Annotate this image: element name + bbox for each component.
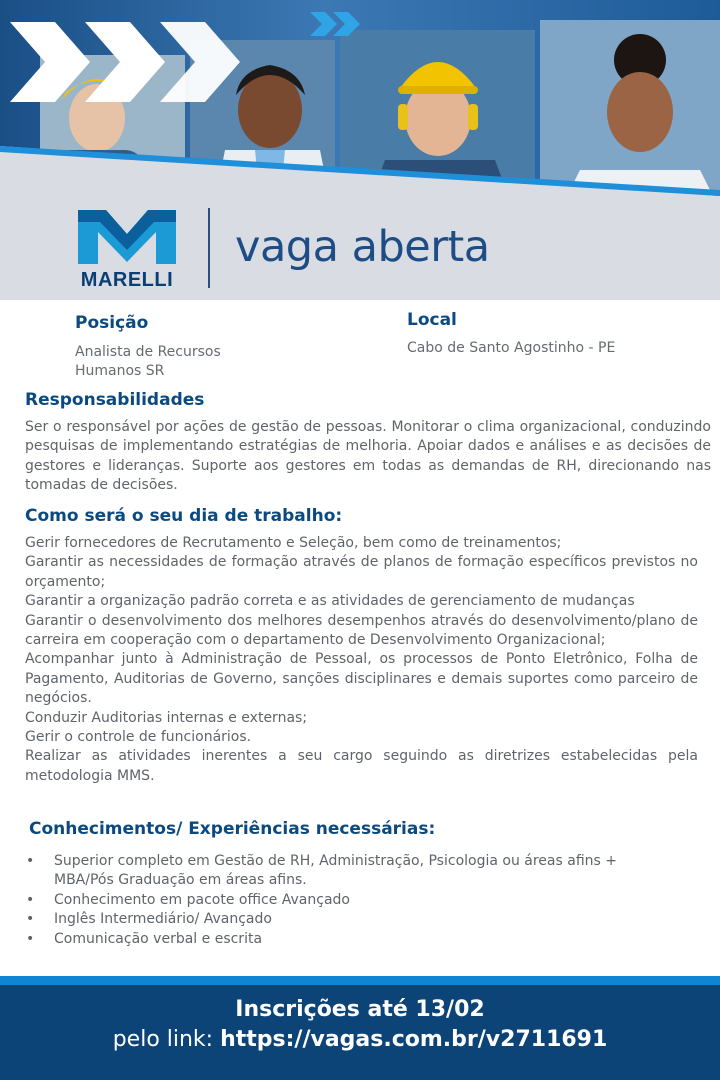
list-item: • Inglês Intermediário/ Avançado	[25, 910, 675, 929]
position-label: Posição	[75, 313, 149, 333]
page-title: vaga aberta	[235, 222, 490, 272]
workday-item: Garantir as necessidades de formação através de planos de formação específicos previstos no orçamento;	[25, 554, 698, 590]
person-photo	[607, 72, 673, 152]
application-link[interactable]: https://vagas.com.br/v2711691	[220, 1027, 608, 1052]
workday-item: Gerir o controle de funcionários.	[25, 729, 252, 746]
team-photo-banner	[0, 0, 720, 200]
local-label: Local	[407, 310, 457, 330]
responsibilities-heading: Responsabilidades	[25, 390, 205, 410]
marelli-m-icon	[76, 206, 178, 266]
position-value: Analista de Recursos Humanos SR	[75, 344, 221, 379]
workday-item: Realizar as atividades inerentes a seu cargo seguindo as diretrizes estabelecidas pela metodologia MMS.	[25, 748, 698, 784]
workday-item: Garantir o desenvolvimento dos melhores desempenhos através do desenvolvimento/plano de carreira em cooperação com o departamento de Desenvolvimento Organizacional;	[25, 612, 698, 649]
list-item: • Comunicação verbal e escrita	[25, 930, 675, 949]
link-prefix: pelo link:	[112, 1027, 221, 1052]
list-item: • Superior completo em Gestão de RH, Administração, Psicologia ou áreas afins + MBA/Pós Graduação em áreas afins.	[25, 852, 675, 891]
workday-item: Conduzir Auditorias internas e externas;	[25, 709, 308, 726]
workday-item: Gerir fornecedores de Recrutamento e Seleção, bem como de treinamentos;	[25, 535, 562, 551]
header-divider	[208, 208, 210, 288]
workday-list	[25, 534, 698, 786]
local-value: Cabo de Santo Agostinho - PE	[407, 340, 616, 356]
marelli-logo	[76, 206, 186, 292]
footer-stripe	[0, 976, 720, 985]
brand-wordmark: MARELLI	[80, 269, 174, 291]
list-item: • Conhecimento em pacote office Avançado	[25, 891, 675, 910]
knowledge-heading: Conhecimentos/ Experiências necessárias:	[29, 819, 436, 839]
workday-item: Garantir a organização padrão correta e as atividades de gerenciamento de mudanças	[25, 593, 635, 610]
application-link-line	[0, 1027, 720, 1052]
deadline-text: Inscrições até 13/02	[235, 997, 485, 1022]
header-banner	[0, 0, 720, 300]
knowledge-list	[25, 852, 675, 949]
responsibilities-text: Ser o responsável por ações de gestão de pessoas. Monitorar o clima organizacional, conduzindo pesquisas de implementando estratégias de melhoria. Apoiar dados e análises e as decisões de gestores e lideranças. Suporte aos gestores em todas as demandas de RH, direcionando nas tomadas de decisões.	[25, 419, 711, 494]
workday-item: Acompanhar junto à Administração de Pessoal, os processos de Ponto Eletrônico, Folha de Pagamento, Auditorias de Governo, sanções disciplinares e demais suportes como parceiro de negócios.	[25, 651, 698, 707]
workday-heading: Como será o seu dia de trabalho:	[25, 506, 343, 526]
